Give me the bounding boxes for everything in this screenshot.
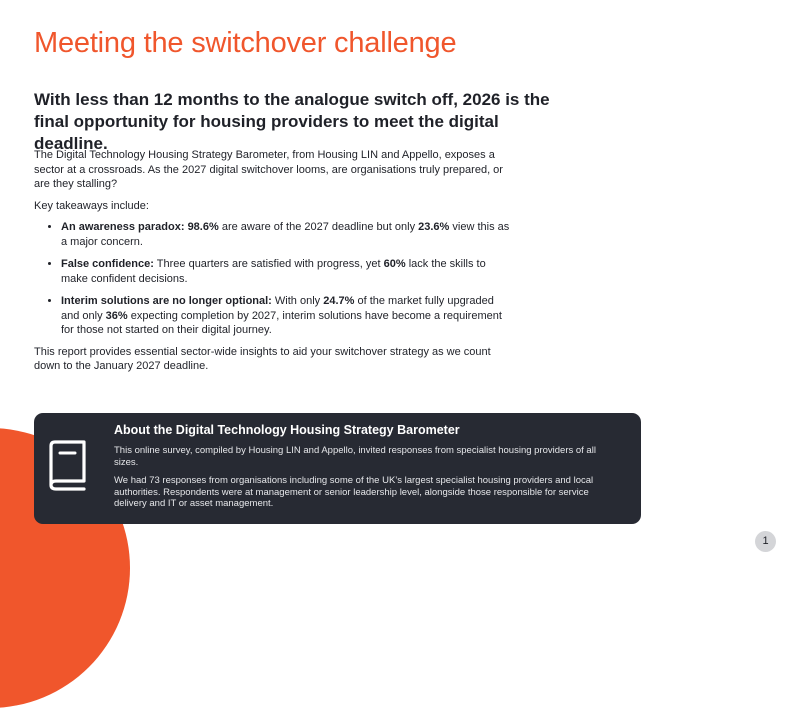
page-title: Meeting the switchover challenge [34, 27, 457, 59]
bullet-heading: An awareness paradox: [61, 221, 185, 233]
body-copy [34, 148, 512, 381]
list-item [61, 220, 512, 249]
page-number-badge: 1 [755, 531, 776, 552]
bullet-stat: 23.6% [418, 221, 450, 233]
bullet-text: of the market fully upgraded and only [61, 295, 494, 322]
bullet-heading: False confidence: [61, 258, 154, 270]
about-text [114, 445, 614, 517]
bullet-text: are aware of the 2027 deadline but only [218, 221, 419, 233]
bullet-text: view this as a major concern. [61, 221, 510, 248]
bullet-stat: 24.7% [323, 295, 355, 307]
about-card [34, 413, 641, 524]
intro-paragraph: The Digital Technology Housing Strategy Barometer, from Housing LIN and Appello, exposes a sector at a crossroads. As the 2027 digital switchover looms, are organisations truly prepared, or are they stalling? [34, 149, 503, 190]
bullet-text: expecting completion by 2027, interim solutions have become a requirement for those not started on their digital journey. [61, 309, 502, 336]
bullet-heading: Interim solutions are no longer optional: [61, 295, 272, 307]
closing-paragraph: This report provides essential sector-wide insights to aid your switchover strategy as we count down to the January 2027 deadline. [34, 345, 491, 372]
bullet-text: Three quarters are satisfied with progress, yet [153, 258, 384, 270]
list-item [61, 257, 512, 286]
bullet-text: With only [271, 295, 324, 307]
takeaways-label: Key takeaways include: [34, 199, 149, 212]
bullet-stat: 60% [383, 258, 406, 270]
bullet-stat: 98.6% [187, 221, 219, 233]
about-paragraph-survey: This online survey, compiled by Housing LIN and Appello, invited responses from specialist housing providers of all sizes. [114, 445, 596, 468]
bullet-text: lack the skills to make confident decisions. [61, 258, 486, 285]
lead-statement: With less than 12 months to the analogue switch off, 2026 is the final opportunity for housing providers to meet the digital deadline. [34, 90, 550, 153]
takeaways-list [34, 220, 512, 338]
book-icon [46, 439, 90, 493]
about-title: About the Digital Technology Housing Strategy Barometer [114, 423, 460, 437]
bullet-stat: 36% [105, 309, 128, 322]
list-item [61, 294, 512, 338]
about-paragraph-responses: We had 73 responses from organisations including some of the UK’s largest specialist housing providers and local authorities. Respondents were at management or senior leadership level, alongside those responsible for service delivery and IT or asset management. [114, 475, 594, 509]
